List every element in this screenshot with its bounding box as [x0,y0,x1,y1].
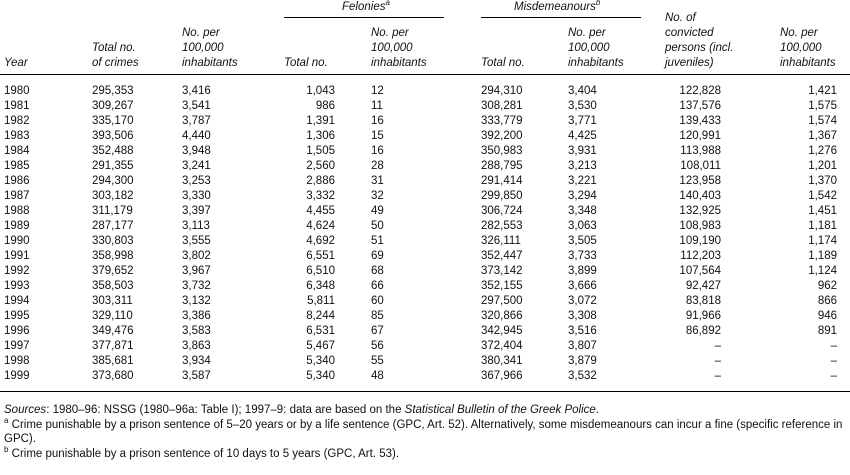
header-line: No. per [568,27,606,39]
mis-per100k-cell: 3,294 [568,190,597,202]
mis-per100k-cell: 3,505 [568,235,597,247]
total-crimes-cell: 309,267 [92,100,134,112]
header-line: 100,000 [182,42,224,54]
col-header-total-crimes [92,41,139,71]
conv-per100k-cell: 1,451 [808,205,837,217]
per100k-cell: 3,113 [182,220,210,232]
per100k-cell: 3,732 [182,280,211,292]
total-crimes-cell: 385,681 [92,355,134,367]
convicted-cell: 137,576 [679,100,721,112]
mis-per100k-cell: 3,221 [568,175,597,187]
felonies-group-rule [284,17,444,18]
convicted-cell: 132,925 [679,205,721,217]
year-cell: 1981 [4,100,30,112]
header-line: inhabitants [568,57,624,69]
table-row [0,264,850,279]
col-header-convicted [665,11,733,71]
mis-total-cell: 392,200 [481,130,523,142]
conv-per100k-cell: 1,181 [808,220,837,232]
mis-total-cell: 342,945 [481,325,523,337]
conv-per100k-cell: 1,189 [808,250,837,262]
conv-per100k-cell: 1,201 [808,160,837,172]
header-line: juveniles) [665,57,714,69]
header-line: Total no. [284,57,328,69]
year-cell: 1984 [4,145,30,157]
year-cell: 1983 [4,130,30,142]
convicted-cell: – [714,355,721,367]
year-cell: 1998 [4,355,30,367]
total-crimes-cell: 303,182 [92,190,134,202]
conv-per100k-cell: 891 [817,325,837,337]
convicted-cell: 113,988 [680,145,721,157]
col-header-felonies-per100k [371,26,427,71]
felonies-total-cell: 2,560 [306,160,335,172]
per100k-cell: 3,253 [182,175,211,187]
felonies-total-cell: 986 [315,100,335,112]
felonies-total-cell: 6,510 [306,265,335,277]
mis-per100k-cell: 3,879 [568,355,597,367]
felonies-total-cell: 4,692 [306,235,335,247]
convicted-cell: 140,403 [679,190,721,202]
mis-per100k-cell: 3,516 [568,325,597,337]
year-cell: 1999 [4,370,30,382]
felonies-per100k-cell: 67 [371,325,384,337]
total-crimes-cell: 335,170 [92,115,134,127]
felonies-per100k-cell: 48 [371,370,384,382]
convicted-cell: 120,991 [679,130,721,142]
felonies-total-cell: 6,551 [306,250,335,262]
felonies-total-cell: 8,244 [306,310,335,322]
mis-per100k-cell: 3,771 [568,115,597,127]
conv-per100k-cell: 962 [817,280,837,292]
felonies-per100k-cell: 49 [371,205,384,217]
felonies-per100k-cell: 32 [371,190,384,202]
mis-per100k-cell: 3,308 [568,310,597,322]
total-crimes-cell: 352,488 [92,145,134,157]
felonies-total-cell: 1,043 [306,85,335,97]
year-cell: 1980 [4,85,30,97]
convicted-cell: 108,011 [680,160,721,172]
felonies-per100k-cell: 60 [371,295,384,307]
mis-total-cell: 367,966 [481,370,523,382]
mis-total-cell: 326,111 [481,235,521,247]
total-crimes-cell: 358,503 [92,280,134,292]
mis-total-cell: 299,850 [481,190,523,202]
mis-total-cell: 380,341 [481,355,523,367]
mis-total-cell: 297,500 [481,295,523,307]
header-bottom-rule [0,74,850,75]
felonies-total-cell: 4,455 [306,205,335,217]
total-crimes-cell: 349,476 [92,325,134,337]
felonies-total-cell: 1,306 [306,130,335,142]
felonies-total-cell: 6,531 [306,325,335,337]
year-cell: 1986 [4,175,30,187]
felonies-per100k-cell: 15 [371,130,384,142]
convicted-cell: – [714,340,721,352]
year-cell: 1985 [4,160,30,172]
col-header-felonies-total [284,56,328,71]
felonies-per100k-cell: 56 [371,340,384,352]
table-row [0,114,850,129]
year-cell: 1995 [4,310,30,322]
convicted-cell: 139,433 [679,115,721,127]
mis-total-cell: 294,310 [481,85,523,97]
mis-per100k-cell: 3,931 [568,145,597,157]
convicted-cell: 123,958 [679,175,721,187]
conv-per100k-cell: 1,367 [808,130,837,142]
conv-per100k-cell: 1,542 [808,190,837,202]
header-line: No. per [182,27,220,39]
table-row [0,234,850,249]
mis-total-cell: 306,724 [481,205,523,217]
mis-per100k-cell: 3,899 [568,265,597,277]
felonies-total-cell: 3,332 [306,190,335,202]
table-row [0,219,850,234]
convicted-cell: 108,983 [679,220,721,232]
footnote-a: $^a$ Crime punishable by a prison sentence of 5–20 years or by a life sentence (GPC, Art. 52). Alternatively, some misdemeanours can incur a fine (specific reference in GPC). [4,416,843,445]
mis-total-cell: 373,142 [481,265,523,277]
year-cell: 1997 [4,340,30,352]
mis-per100k-cell: 3,532 [568,370,597,382]
mis-per100k-cell: 4,425 [568,130,597,142]
mis-total-cell: 291,414 [481,175,523,187]
felonies-total-cell: 5,811 [307,295,335,307]
conv-per100k-cell: 1,574 [808,115,837,127]
felonies-total-cell: 5,340 [306,355,335,367]
mis-per100k-cell: 3,733 [568,250,597,262]
col-header-year [4,56,28,71]
felonies-per100k-cell: 31 [371,175,384,187]
total-crimes-cell: 330,803 [92,235,134,247]
total-crimes-cell: 291,355 [92,160,134,172]
table-row [0,84,850,99]
felonies-group-header: Felonies$^a$ [342,0,390,13]
year-cell: 1982 [4,115,30,127]
per100k-cell: 3,555 [182,235,211,247]
total-crimes-cell: 393,506 [92,130,134,142]
header-line: No. per [780,27,818,39]
conv-per100k-cell: 1,174 [808,235,837,247]
header-line: 100,000 [780,42,822,54]
total-crimes-cell: 329,110 [92,310,133,322]
per100k-cell: 3,948 [182,145,211,157]
conv-per100k-cell: 1,276 [808,145,837,157]
convicted-cell: 112,203 [680,250,721,262]
felonies-per100k-cell: 50 [371,220,384,232]
convicted-cell: 92,427 [685,280,721,292]
table-row [0,174,850,189]
table-row [0,324,850,339]
felonies-total-cell: 4,624 [306,220,335,232]
mis-per100k-cell: 3,404 [568,85,597,97]
mis-per100k-cell: 3,666 [568,280,597,292]
convicted-cell: – [714,370,721,382]
header-line: No. of [665,12,696,24]
conv-per100k-cell: 866 [817,295,837,307]
mis-total-cell: 288,795 [481,160,523,172]
per100k-cell: 3,241 [182,160,211,172]
felonies-per100k-cell: 68 [371,265,384,277]
total-crimes-cell: 303,311 [92,295,133,307]
per100k-cell: 3,863 [182,340,211,352]
mis-total-cell: 308,281 [481,100,523,112]
misdemeanours-group-header: Misdemeanours$^b$ [514,0,601,13]
mis-per100k-cell: 3,072 [568,295,597,307]
mis-total-cell: 352,447 [481,250,523,262]
mis-per100k-cell: 3,807 [568,340,597,352]
header-line: inhabitants [182,57,238,69]
per100k-cell: 3,416 [182,85,211,97]
table-row [0,369,850,384]
total-crimes-cell: 373,680 [92,370,134,382]
year-cell: 1990 [4,235,30,247]
table-row [0,249,850,264]
per100k-cell: 3,787 [182,115,211,127]
table-row [0,339,850,354]
felonies-total-cell: 2,886 [306,175,335,187]
felonies-per100k-cell: 66 [371,280,384,292]
total-crimes-cell: 287,177 [92,220,134,232]
col-header-per100k [182,26,238,71]
mis-per100k-cell: 3,530 [568,100,597,112]
convicted-cell: 109,190 [679,235,721,247]
felonies-per100k-cell: 16 [371,115,384,127]
felonies-total-cell: 6,348 [306,280,335,292]
conv-per100k-cell: 946 [817,310,837,322]
table-row [0,129,850,144]
header-line: Total no. [481,57,525,69]
table-row [0,294,850,309]
total-crimes-cell: 379,652 [92,265,134,277]
table-row [0,99,850,114]
per100k-cell: 3,583 [182,325,211,337]
year-cell: 1994 [4,295,30,307]
year-cell: 1987 [4,190,30,202]
felonies-per100k-cell: 55 [371,355,384,367]
conv-per100k-cell: – [830,340,837,352]
header-line: persons (incl. [665,42,734,54]
felonies-per100k-cell: 85 [371,310,384,322]
mis-total-cell: 372,404 [481,340,523,352]
table-row [0,189,850,204]
misdemeanours-group-rule [481,17,641,18]
convicted-cell: 122,828 [679,85,721,97]
year-cell: 1989 [4,220,30,232]
felonies-per100k-cell: 28 [371,160,384,172]
total-crimes-cell: 294,300 [92,175,134,187]
per100k-cell: 3,967 [182,265,211,277]
mis-per100k-cell: 3,063 [568,220,597,232]
total-crimes-cell: 295,353 [92,85,134,97]
table-row [0,204,850,219]
sources-note: Sources: 1980–96: NSSG (1980–96a: Table I); 1997–9: data are based on the Statistical Bulletin of the Greek Police. [4,404,599,416]
header-line: convicted [665,27,714,39]
per100k-cell: 3,330 [182,190,211,202]
header-line: 100,000 [568,42,610,54]
per100k-cell: 3,386 [182,310,211,322]
per100k-cell: 4,440 [182,130,211,142]
total-crimes-cell: 377,871 [92,340,134,352]
mis-total-cell: 350,983 [481,145,523,157]
header-line: inhabitants [371,57,427,69]
conv-per100k-cell: 1,124 [808,265,837,277]
col-header-misdemeanours-per100k [568,26,624,71]
header-line: Year [4,57,28,69]
table-row [0,159,850,174]
mis-total-cell: 352,155 [481,280,523,292]
total-crimes-cell: 358,998 [92,250,134,262]
felonies-total-cell: 5,340 [306,370,335,382]
felonies-per100k-cell: 51 [371,235,384,247]
per100k-cell: 3,802 [182,250,211,262]
header-line: inhabitants [780,57,836,69]
mis-total-cell: 282,553 [481,220,523,232]
felonies-per100k-cell: 16 [371,145,384,157]
table-body [0,84,850,384]
per100k-cell: 3,132 [182,295,211,307]
convicted-cell: 83,818 [685,295,721,307]
header-line: Total no. [92,42,136,54]
convicted-cell: 107,564 [679,265,721,277]
footnote-b: $^b$ Crime punishable by a prison sentence of 10 days to 5 years (GPC, Art. 53). [4,445,400,460]
col-header-misdemeanours-total [481,56,525,71]
felonies-total-cell: 1,505 [306,145,335,157]
header-line: 100,000 [371,42,413,54]
felonies-per100k-cell: 12 [371,85,384,97]
year-cell: 1996 [4,325,30,337]
header-line: of crimes [92,57,139,69]
felonies-per100k-cell: 11 [371,100,383,112]
mis-total-cell: 320,866 [481,310,523,322]
conv-per100k-cell: – [830,355,837,367]
per100k-cell: 3,397 [182,205,211,217]
per100k-cell: 3,934 [182,355,211,367]
convicted-cell: 91,966 [685,310,721,322]
conv-per100k-cell: 1,370 [808,175,837,187]
table-row [0,354,850,369]
table-row [0,144,850,159]
per100k-cell: 3,541 [182,100,211,112]
mis-per100k-cell: 3,213 [568,160,597,172]
felonies-total-cell: 1,391 [306,115,335,127]
mis-per100k-cell: 3,348 [568,205,597,217]
felonies-per100k-cell: 69 [371,250,384,262]
table-row [0,279,850,294]
per100k-cell: 3,587 [182,370,211,382]
year-cell: 1993 [4,280,30,292]
convicted-cell: 86,892 [685,325,721,337]
conv-per100k-cell: 1,575 [808,100,837,112]
total-crimes-cell: 311,179 [92,205,133,217]
table-bottom-rule [0,391,850,392]
conv-per100k-cell: 1,421 [808,85,837,97]
felonies-total-cell: 5,467 [306,340,335,352]
col-header-convicted-per100k [780,26,836,71]
year-cell: 1992 [4,265,30,277]
mis-total-cell: 333,779 [481,115,523,127]
table-row [0,309,850,324]
header-line: No. per [371,27,409,39]
conv-per100k-cell: – [830,370,837,382]
year-cell: 1991 [4,250,30,262]
year-cell: 1988 [4,205,30,217]
